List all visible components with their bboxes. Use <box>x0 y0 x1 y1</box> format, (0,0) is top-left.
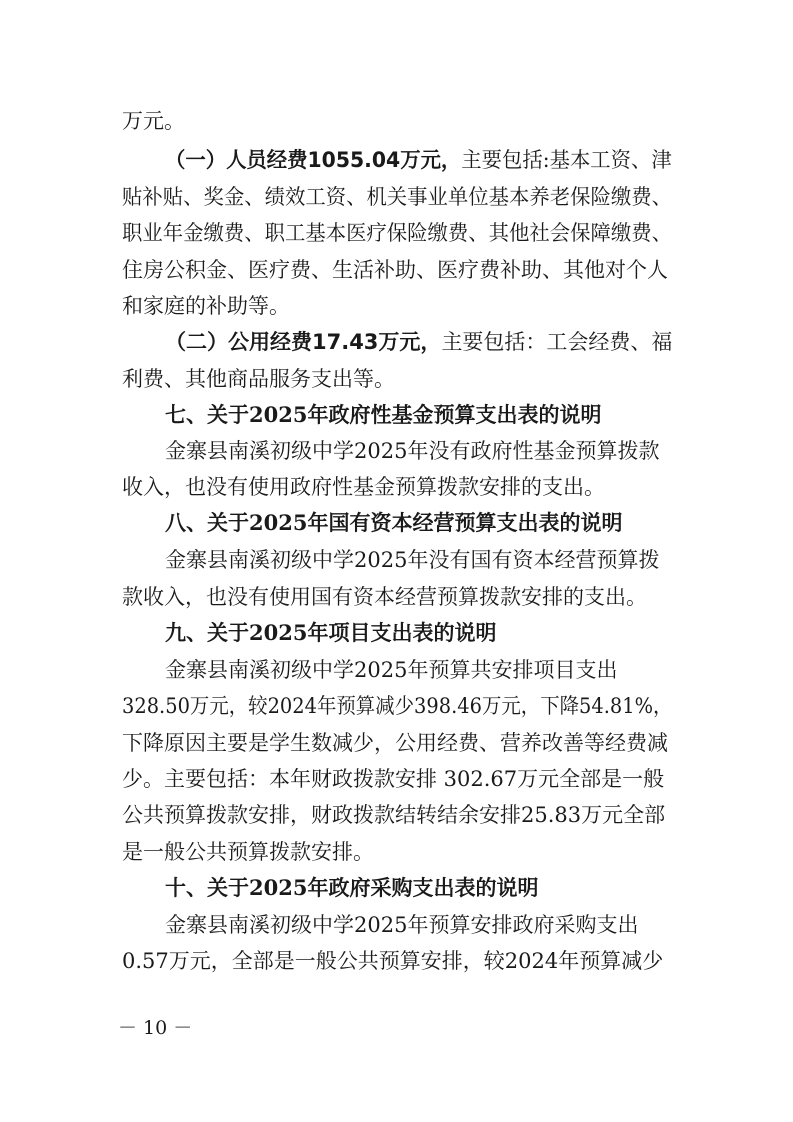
text-line: 住房公积金、医疗费、生活补助、医疗费补助、其他对个人 <box>122 258 668 282</box>
text-line: 收入，也没有使用政府性基金预算拨款安排的支出。 <box>122 475 605 499</box>
text-line: 328.50万元，较2024年预算减少398.46万元，下降54.81%， <box>122 694 673 718</box>
text-line: 款收入，也没有使用国有资本经营预算拨款安排的支出。 <box>122 585 647 609</box>
text-line: （一）人员经费1055.04万元，主要包括:基本工资、津 <box>165 148 672 172</box>
text-line: 金寨县南溪初级中学2025年预算安排政府采购支出 <box>165 913 639 937</box>
text-line: 公共预算拨款安排，财政拨款结转结余安排25.83万元全部 <box>122 803 666 827</box>
section-heading: 八、关于2025年国有资本经营预算支出表的说明 <box>165 510 623 535</box>
text-line: 贴补贴、奖金、绩效工资、机关事业单位基本养老保险缴费、 <box>122 185 672 209</box>
text-line: 利费、其他商品服务支出等。 <box>122 367 395 391</box>
text-line: （二）公用经费17.43万元，主要包括：工会经费、福 <box>165 330 673 354</box>
text-line: 金寨县南溪初级中学2025年预算共安排项目支出 <box>165 658 618 682</box>
section-heading: 七、关于2025年政府性基金预算支出表的说明 <box>165 402 602 427</box>
text-line: 职业年金缴费、职工基本医疗保险缴费、其他社会保障缴费、 <box>122 221 672 245</box>
bold-lead: （二）公用经费17.43万元， <box>165 330 442 354</box>
text-line: 金寨县南溪初级中学2025年没有政府性基金预算拨款 <box>165 439 660 463</box>
text-line: 万元。 <box>122 109 185 133</box>
text-line: 下降原因主要是学生数减少，公用经费、营养改善等经费减 <box>122 731 668 755</box>
text-line: 少。主要包括：本年财政拨款安排 302.67万元全部是一般 <box>122 767 665 791</box>
text-line: 0.57万元，全部是一般公共预算安排，较2024年预算减少 <box>122 949 664 973</box>
text-line: 是一般公共预算拨款安排。 <box>122 840 374 864</box>
page-number: － 10 － <box>118 1017 193 1039</box>
bold-lead: （一）人员经费1055.04万元， <box>165 148 462 172</box>
section-heading: 十、关于2025年政府采购支出表的说明 <box>165 875 539 900</box>
text-line: 和家庭的补助等。 <box>122 294 290 318</box>
text-line: 金寨县南溪初级中学2025年没有国有资本经营预算拨 <box>165 548 660 572</box>
section-heading: 九、关于2025年项目支出表的说明 <box>165 620 497 645</box>
